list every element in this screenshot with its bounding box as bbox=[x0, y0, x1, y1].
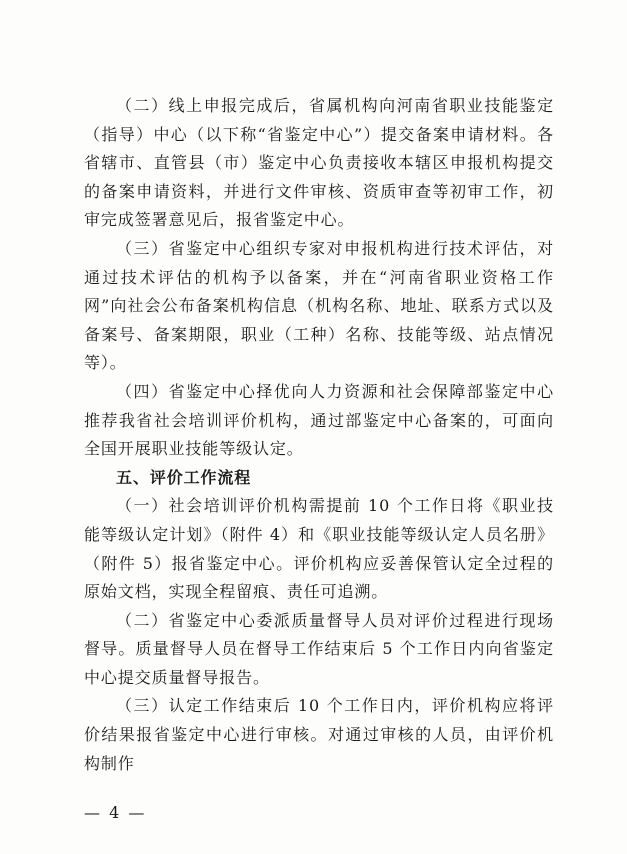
page-number: — 4 — bbox=[84, 803, 147, 822]
paragraph-result-review: （三）认定工作结束后 10 个工作日内，评价机构应将评价结果报省鉴定中心进行审核。对通过审核的人员，由评价机构制作 bbox=[84, 696, 554, 773]
section-heading: 五、评价工作流程 bbox=[116, 467, 252, 487]
paragraph-national-recommendation: （四）省鉴定中心择优向人力资源和社会保障部鉴定中心推荐我省社会培训评价机构，通过部鉴定中心备案的，可面向全国开展职业技能等级认定。 bbox=[84, 381, 554, 459]
paragraph-quality-supervision: （二）省鉴定中心委派质量督导人员对评价过程进行现场督导。质量督导人员在督导工作结束后 5 个工作日内向省鉴定中心提交质量督导报告。 bbox=[84, 610, 554, 687]
paragraph-online-submission: （二）线上申报完成后，省属机构向河南省职业技能鉴定（指导）中心（以下称“省鉴定中心”）提交备案申请材料。各省辖市、直管县（市）鉴定中心负责接收本辖区申报机构提交的备案申请资料，并进行文件审核、资质审查等初审工作，初审完成签署意见后，报省鉴定中心。 bbox=[84, 96, 554, 230]
paragraph-certification-plan: （一）社会培训评价机构需提前 10 个工作日将《职业技能等级认定计划》（附件 4）和《职业技能等级认定人员名册》（附件 5）报省鉴定中心。评价机构应妥善保管认定全过程的原始文档，实现全程留痕、责任可追溯。 bbox=[84, 496, 554, 602]
paragraph-technical-evaluation: （三）省鉴定中心组织专家对申报机构进行技术评估，对通过技术评估的机构予以备案，并在“河南省职业资格工作网”向社会公布备案机构信息（机构名称、地址、联系方式以及备案号、备案期限，职业（工种）名称、技能等级、站点情况等）。 bbox=[84, 238, 554, 373]
document-body bbox=[84, 92, 554, 778]
